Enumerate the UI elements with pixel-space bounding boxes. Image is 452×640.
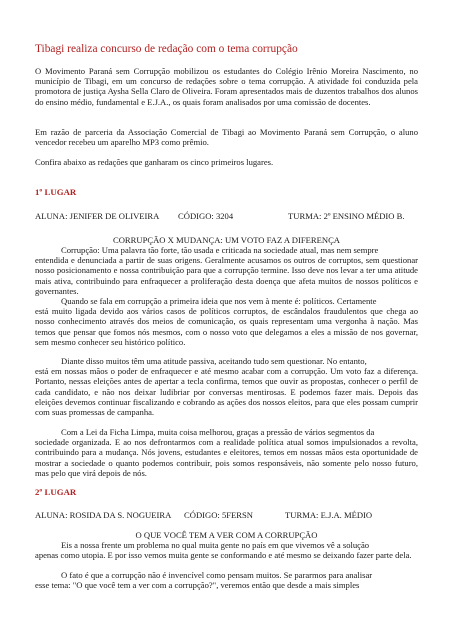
essay-paragraph [35,427,418,478]
first-line: Diante disso muitos têm uma atitude passiva, aceitando tudo sem questionar. No entanto, [61,356,367,366]
first-line: Corrupção: Uma palavra tão forte, tão usada e criticada na sociedade atual, mas nem sempre [61,245,379,255]
student-class: TURMA: 2º ENSINO MÉDIO B. [288,211,405,221]
second-place-heading: 2º LUGAR [35,487,77,497]
paragraph-text: apenas como utopia. E por isso vemos muita gente se conformando e até mesmo se deixando fazer parte dela. [35,550,412,561]
paragraph-text: está em nossas mãos o poder de enfraquecer e até mesmo acabar com a corrupção. Um voto faz a diferença. Portanto, nessas eleições antes de apertar a tecla confirma, temos que ouvir as propostas, conhecer o perfil de cada candidato, e não nos deixar ludibriar por conversas mentirosas. E podemos fazer mais. Depois das eleições devemos continuar fiscalizando e cobrando as ações dos nossos eleitos, para que eles possam cumprir com suas promessas de campanha. [35,366,418,418]
second-place-info [35,510,418,520]
essay-title: O QUE VOCÊ TEM A VER COM A CORRUPÇÃO [135,530,318,540]
essay-paragraph [35,540,418,560]
student-class: TURMA: E.J.A. MÉDIO [285,510,373,520]
first-line: O fato é que a corrupção não é invencível como pensam muitos. Se pararmos para analisar [61,570,373,580]
paragraph-text: está muito ligada devido aos vários casos de políticos corruptos, de escândalos fraudulentos que chega ao nosso conhecimento através dos meios de comunicação, os quais representam uma vergonha à nação. Mas temos que pensar que fomos nós mesmos, com o nosso voto que delegamos a eles a missão de nos governar, sem mesmo conhecer seu histórico político. [35,306,418,347]
intro-paragraph-1 [35,66,418,107]
essay-paragraph [35,245,418,296]
paragraph-text: entendida e denunciada a partir de suas origens. Geralmente acusamos os outros de corruptos, sem questionar nosso posicionamento e nossa contribuição para que a corrupção termine. Isso deve nos levar a ter uma atitude mais ativa, contribuindo para enfraquecer a proliferação desta doença que afeta muitos de nossos políticos e governantes. [35,255,418,296]
essay-paragraph [35,356,418,417]
intro-paragraph-2 [35,127,418,147]
student-code: CÓDIGO: 5FERSN [184,510,253,520]
student-name: ALUNA: ROSIDA DA S. NOGUEIRA [35,510,172,520]
intro-text: O Movimento Paraná sem Corrupção mobilizou os estudantes do Colégio Irênio Moreira Nascimento, no município de Tibagi, em um concurso de redações sobre o tema corrupção. A atividade foi conduzida pela promotora de justiça Aysha Sella Claro de Oliveira. Foram apresentados mais de duzentos trabalhos dos alunos do ensino médio, fundamental e E.J.A., os quais foram analisados por uma comissão de docentes. [35,66,418,107]
essay-title: CORRUPÇÃO X MUDANÇA: UM VOTO FAZ A DIFERENÇA [112,235,341,245]
paragraph-text: esse tema: "O que você tem a ver com a corrupção?", veremos então que desde a mais simples [35,580,360,591]
first-line: Quando se fala em corrupção a primeira ideia que nos vem à mente é: políticos. Certamente [61,296,377,306]
first-place-info [35,211,418,221]
page-title: Tibagi realiza concurso de redação com o tema corrupção [35,43,298,55]
first-line: Eis a nossa frente um problema no qual muita gente no país em que vivemos vê a solução [61,540,370,550]
essay-paragraph [35,570,418,590]
student-code: CÓDIGO: 3204 [178,211,234,221]
first-line: Com a Lei da Ficha Limpa, muita coisa melhorou, graças a pressão de vários segmentos da [61,427,375,437]
intro-text: Confira abaixo as redações que ganharam os cinco primeiros lugares. [35,157,274,167]
intro-paragraph-3 [35,157,418,167]
intro-text: Em razão de parceria da Associação Comercial de Tibagi ao Movimento Paraná sem Corrupção, o aluno vencedor recebeu um aparelho MP3 como prêmio. [35,127,418,148]
student-name: ALUNA: JENIFER DE OLIVEIRA [35,211,160,221]
essay-paragraph [35,296,418,347]
paragraph-text: sociedade organizada. E ao nos defrontarmos com a realidade política atual somos impulsionados a revolta, contribuindo para a mudança. Nós jovens, estudantes e eleitores, temos em nossas mãos esta oportunidade de mostrar a sociedade o quanto podemos contribuir, pois somos responsáveis, não somente pelo nosso futuro, mas pelo que virá depois de nós. [35,437,418,478]
first-place-heading: 1º LUGAR [35,187,77,197]
